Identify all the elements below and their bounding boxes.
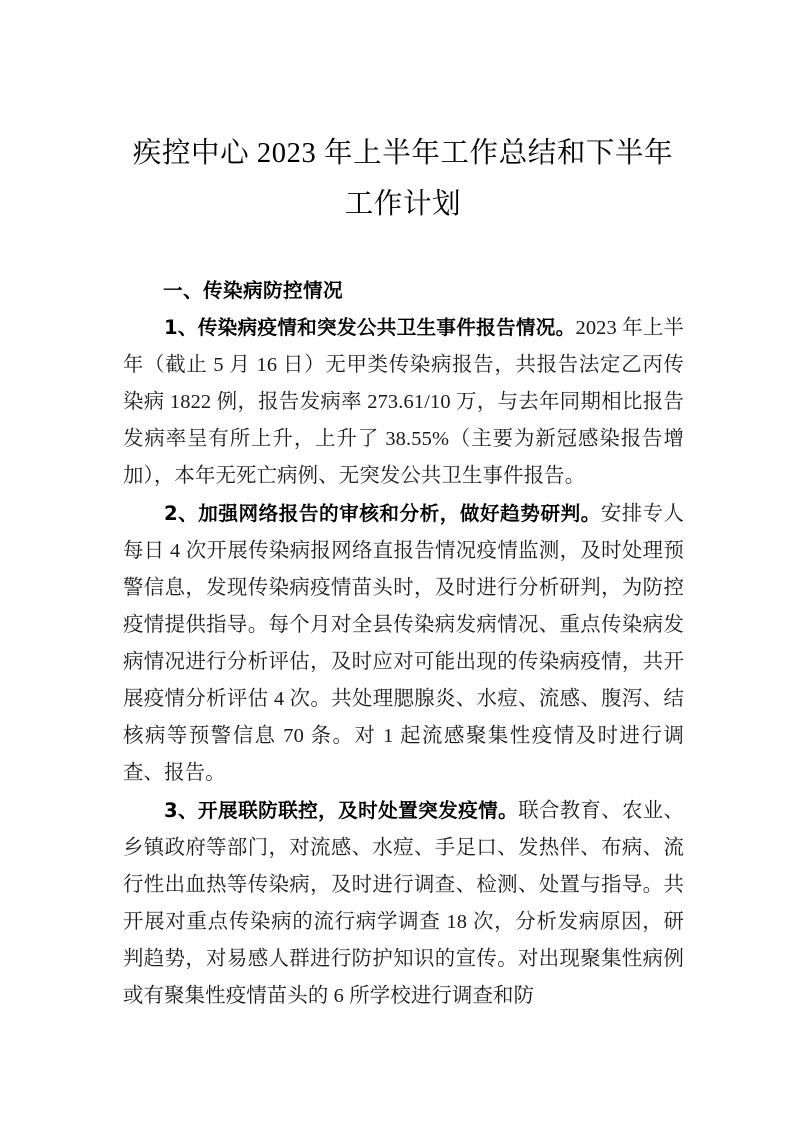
page-title-line-1: 疾控中心 2023 年上半年工作总结和下半年 (132, 138, 674, 169)
numbered-item-2 (123, 495, 684, 792)
numbered-item-1 (123, 309, 684, 495)
item-2-body: 安排专人每日 4 次开展传染病报网络直报告情况疫情监测，及时处理预警信息，发现传染病疫情苗头时，及时进行分析研判，为防控疫情提供指导。每个月对全县传染病发病情况、重点传染病发病情况进行分析评估，及时应对可能出现的传染病疫情，共开展疫情分析评估 4 次。共处理腮腺炎、水痘、流感、腹泻、结核病等预警信息 70 条。对 1 起流感聚集性疫情及时进行调查、报告。 (123, 503, 684, 784)
item-2-lead: 2、加强网络报告的审核和分析，做好趋势研判。 (164, 502, 601, 525)
section-heading: 一、传染病防控情况 (163, 279, 343, 302)
document-body (123, 272, 684, 1015)
page-title (123, 128, 683, 230)
numbered-item-3 (123, 792, 684, 1015)
item-1-lead: 1、传染病疫情和突发公共卫生事件报告情况。 (164, 316, 576, 339)
item-3-body: 联合教育、农业、乡镇政府等部门，对流感、水痘、手足口、发热伴、布病、流行性出血热等传染病，及时进行调查、检测、处置与指导。共开展对重点传染病的流行病学调查 18 次，分析发病原因，研判趋势，对易感人群进行防护知识的宣传。对出现聚集性病例或有聚集性疫情苗头的 6 所学校进行调查和防 (123, 800, 685, 1007)
item-1-body: 2023 年上半年（截止 5 月 16 日）无甲类传染病报告，共报告法定乙丙传染病 1822 例，报告发病率 273.61/10 万，与去年同期相比报告发病率呈有所上升，上升了 38.55%（主要为新冠感染报告增加），本年无死亡病例、无突发公共卫生事件报告。 (123, 317, 684, 487)
page-title-line-2: 工作计划 (344, 189, 462, 220)
item-3-lead: 3、开展联防联控，及时处置突发疫情。 (164, 799, 519, 822)
